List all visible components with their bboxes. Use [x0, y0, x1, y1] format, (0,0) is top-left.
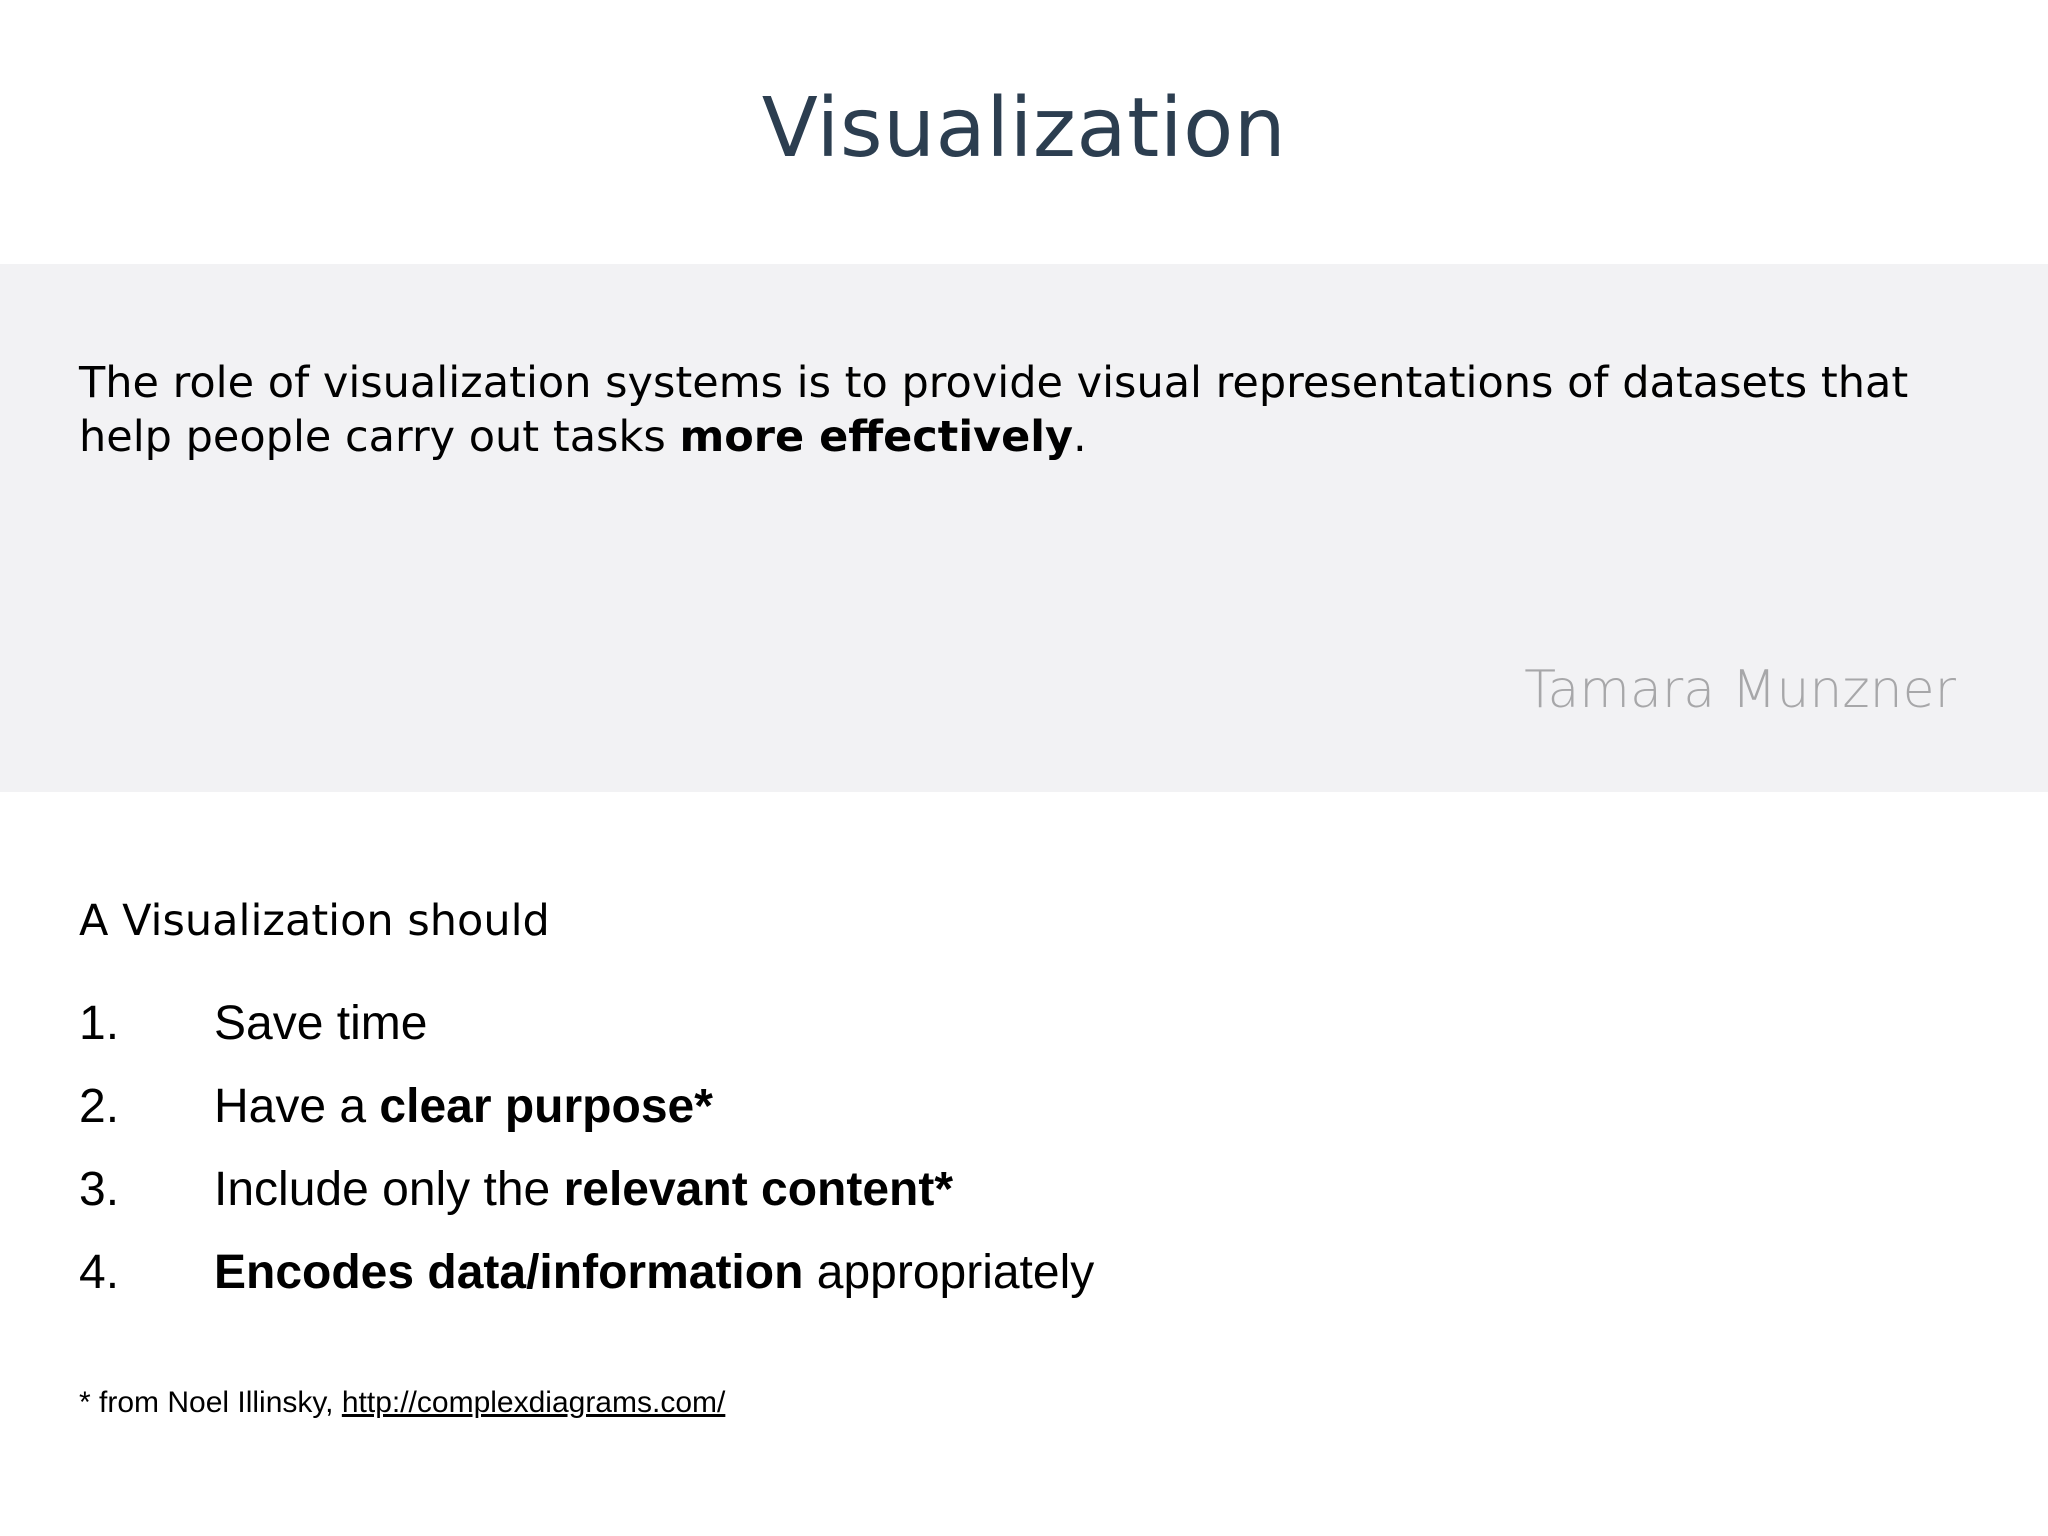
list-item-text: [214, 1245, 1094, 1300]
list-item-number: 1.: [79, 997, 120, 1050]
list-item: [79, 996, 1094, 1079]
list-item-text-after: appropriately: [803, 1246, 1095, 1299]
list-item-text-plain: Have a: [214, 1080, 380, 1133]
quote-text-end: .: [1073, 412, 1087, 462]
list-item: [79, 1079, 1094, 1162]
list-item-text-bold: Encodes data/information: [214, 1246, 804, 1299]
quote-text: [79, 356, 1999, 464]
list-item-number: 2.: [79, 1080, 120, 1133]
footnote-prefix: * from Noel Illinsky,: [79, 1386, 342, 1419]
list-item-text: [214, 1162, 953, 1217]
list-item-text-plain: Save time: [214, 997, 428, 1050]
quote-text-part1: The role of visualization systems is to provide visual representations of datasets that help people carry out tasks: [79, 358, 1909, 462]
quote-text-emphasis: more effectively: [679, 412, 1074, 462]
list-item-text-plain: Include only the: [214, 1163, 564, 1216]
list-item: [79, 1245, 1094, 1328]
list-item-number: 4.: [79, 1246, 120, 1299]
slide-title: Visualization: [761, 81, 1287, 176]
list-item-text-bold: relevant content*: [563, 1163, 954, 1216]
section-heading: A Visualization should: [79, 896, 550, 946]
list-item-number: 3.: [79, 1163, 120, 1216]
list-item: [79, 1162, 1094, 1245]
list-item-text: [214, 1079, 713, 1134]
footnote: [79, 1388, 725, 1418]
list-item-text-bold: clear purpose*: [379, 1080, 713, 1133]
quote-author: Tamara Munzner: [1524, 660, 1956, 720]
list-item-text: [214, 996, 427, 1051]
criteria-list: [79, 996, 1094, 1328]
footnote-link[interactable]: http://complexdiagrams.com/: [341, 1386, 726, 1419]
